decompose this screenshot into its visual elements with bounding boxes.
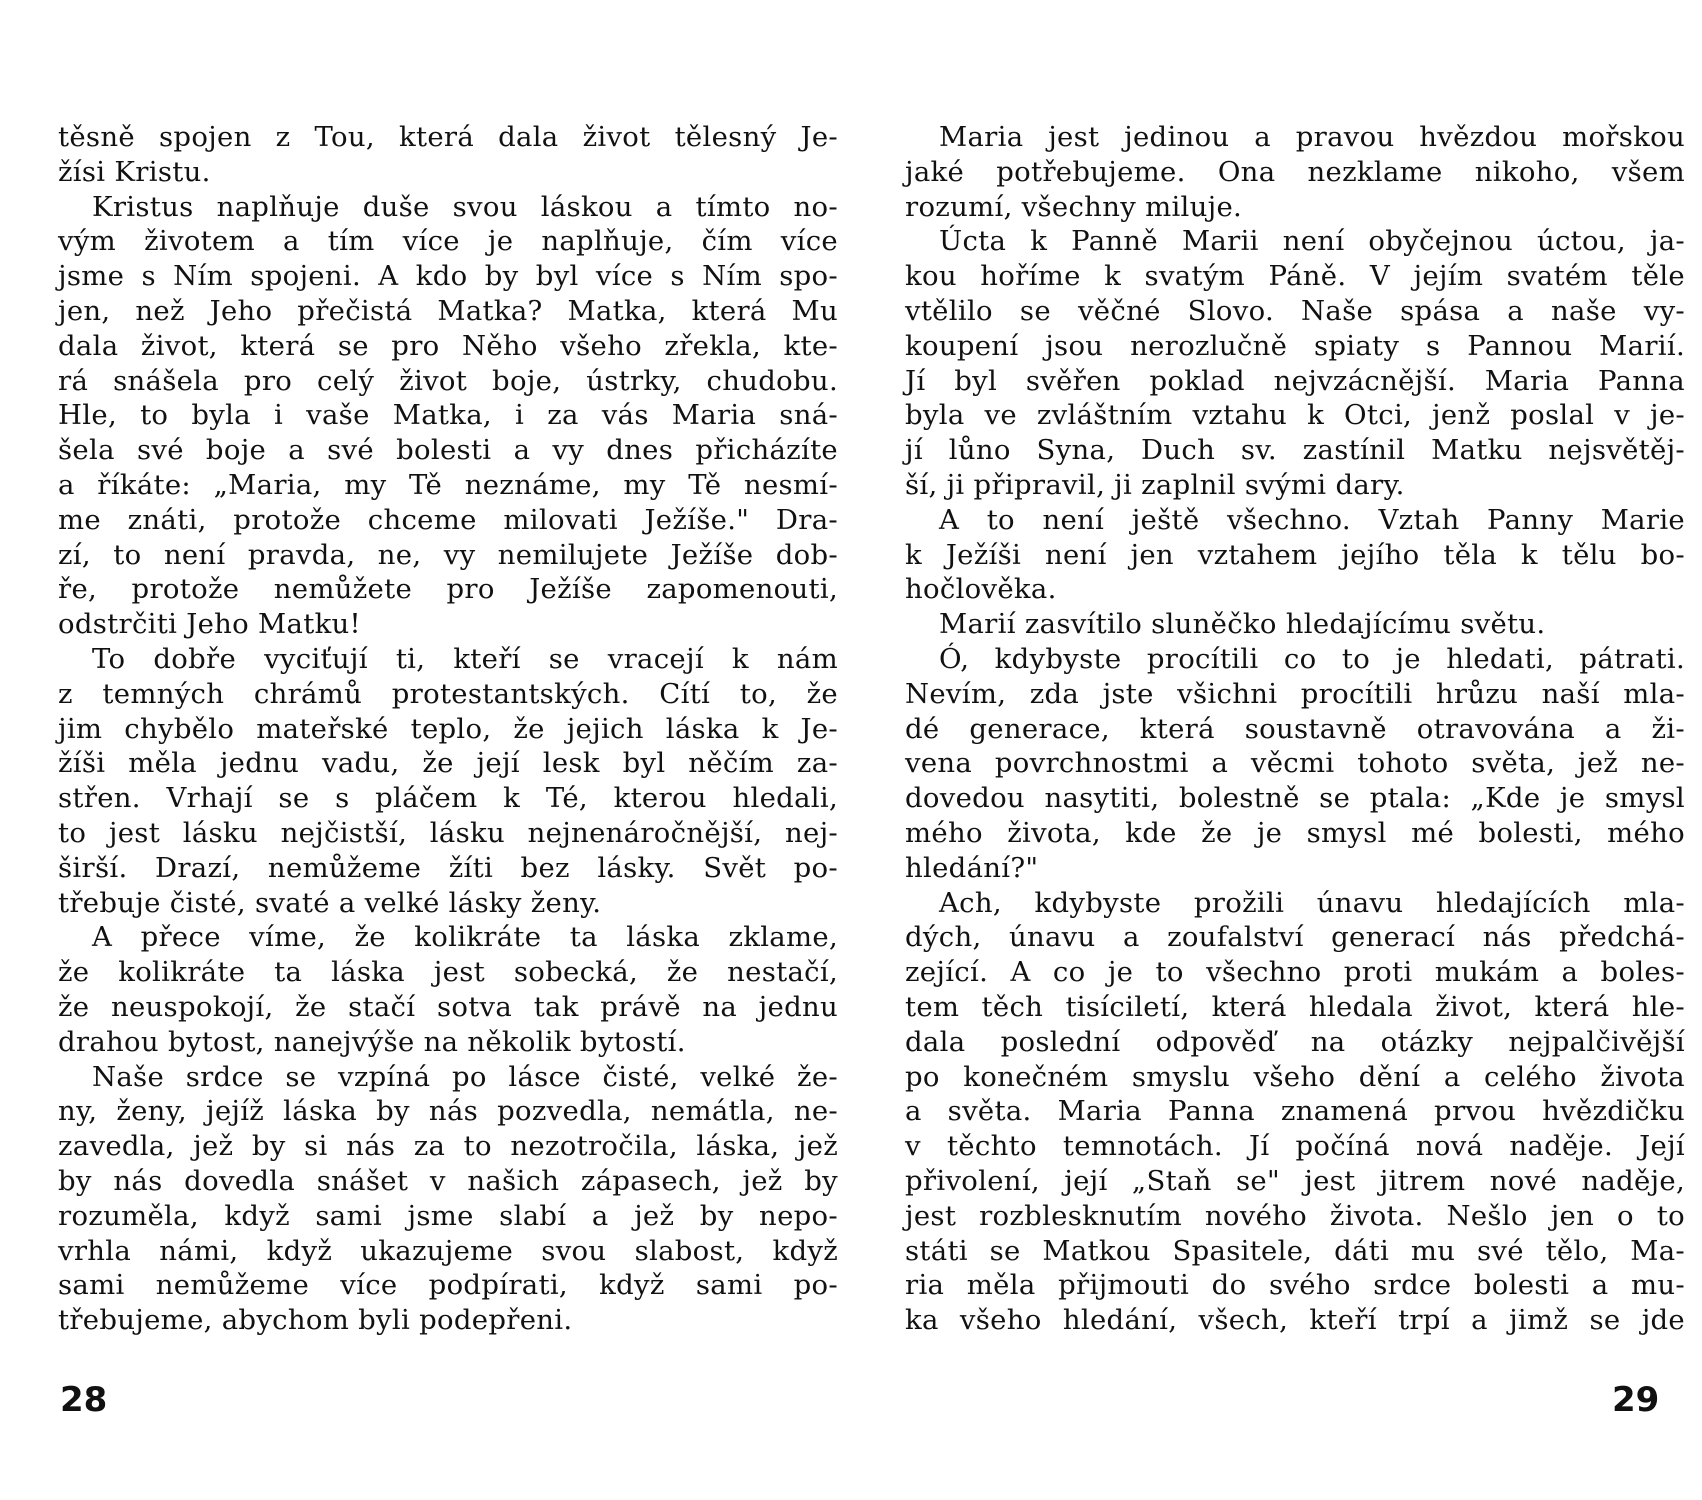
text-line: rá snášela pro celý život boje, ústrky, chudobu. (58, 364, 838, 397)
right-page-text (905, 120, 1685, 1338)
text-line: kou hoříme k svatým Páně. V jejím svatém těle (905, 260, 1685, 293)
text-line: zející. A co je to všechno proti mukám a boles- (905, 956, 1685, 989)
text-line: To dobře vyciťují ti, kteří se vracejí k nám (92, 642, 838, 675)
text-line: z temných chrámů protestantských. Cítí to, že (58, 677, 838, 710)
text-line: dala život, která se pro Něho všeho zřekla, kte- (58, 329, 838, 362)
right-page-number: 29 (1612, 1380, 1660, 1420)
text-line: ka všeho hledání, všech, kteří trpí a jimž se jde (905, 1304, 1685, 1337)
text-line: že kolikráte ta láska jest sobecká, že nestačí, (58, 956, 838, 989)
text-line: širší. Drazí, nemůžeme žíti bez lásky. Svět po- (58, 851, 838, 884)
text-line: vena povrchnostmi a věcmi tohoto světa, jež ne- (905, 747, 1685, 780)
text-line: rozumí, všechny miluje. (905, 190, 1243, 223)
text-line: Naše srdce se vzpíná po lásce čisté, velké že- (92, 1060, 838, 1093)
text-line: zavedla, jež by si nás za to nezotročila, láska, jež (58, 1130, 838, 1163)
text-line: třebujeme, abychom byli podepřeni. (58, 1304, 573, 1337)
text-line: jen, než Jeho přečistá Matka? Matka, která Mu (58, 294, 838, 327)
text-line: jsme s Ním spojeni. A kdo by byl více s Ním spo- (58, 260, 838, 293)
text-line: Marií zasvítilo sluněčko hledajícímu světu. (939, 608, 1546, 641)
text-line: mého života, kde že je smysl mé bolesti, mého (905, 816, 1685, 849)
text-line: a říkáte: „Maria, my Tě neznáme, my Tě nesmí- (58, 468, 838, 501)
text-line: jí lůno Syna, Duch sv. zastínil Matku nejsvětěj- (905, 434, 1685, 467)
text-line: dovedou nasytiti, bolestně se ptala: „Kde je smysl (905, 782, 1685, 815)
text-line: Nevím, zda jste všichni procítili hrůzu naší mla- (905, 677, 1685, 710)
text-line: me znáti, protože chceme milovati Ježíše." Dra- (58, 503, 838, 536)
text-line: ře, protože nemůžete pro Ježíše zapomenouti, (58, 573, 838, 606)
text-line: zí, to není pravda, ne, vy nemilujete Ježíše dob- (58, 538, 838, 571)
text-line: rozuměla, když sami jsme slabí a jež by nepo- (58, 1199, 838, 1232)
text-line: byla ve zvláštním vztahu k Otci, jenž poslal v je- (905, 399, 1685, 432)
text-line: státi se Matkou Spasitele, dáti mu své tělo, Ma- (905, 1234, 1685, 1267)
text-line: v těchto temnotách. Jí počíná nová naděje. Její (905, 1130, 1685, 1163)
text-line: žísi Kristu. (58, 155, 211, 188)
text-line: hočlověka. (905, 573, 1057, 606)
text-line: by nás dovedla snášet v našich zápasech, jež by (58, 1164, 838, 1197)
left-page-text (58, 120, 838, 1338)
text-line: střen. Vrhají se s pláčem k Té, kterou hledali, (58, 782, 838, 815)
text-line: A přece víme, že kolikráte ta láska zklame, (92, 921, 838, 954)
text-line: přivolení, její „Staň se" jest jitrem nové naděje, (905, 1164, 1685, 1197)
text-line: vým životem a tím více je naplňuje, čím více (58, 225, 838, 258)
text-line: Úcta k Panně Marii není obyčejnou úctou, ja- (939, 225, 1685, 258)
text-line: jim chybělo mateřské teplo, že jejich láska k Je- (58, 712, 838, 745)
text-line: Kristus naplňuje duše svou láskou a tímto no- (92, 190, 838, 223)
text-line: vtělilo se věčné Slovo. Naše spása a naše vy- (905, 294, 1685, 327)
text-line: koupení jsou nerozlučně spiaty s Pannou Marií. (905, 329, 1685, 362)
text-line: šela své boje a své bolesti a vy dnes přicházíte (58, 434, 838, 467)
text-line: ny, ženy, jejíž láska by nás pozvedla, nemátla, ne- (58, 1095, 838, 1128)
text-line: Ó, kdybyste procítili co to je hledati, pátrati. (939, 642, 1685, 675)
text-line: Ach, kdybyste prožili únavu hledajících mla- (939, 886, 1685, 919)
text-line: žíši měla jednu vadu, že její lesk byl něčím za- (58, 747, 838, 780)
text-line: Maria jest jedinou a pravou hvězdou mořskou (939, 121, 1685, 153)
text-line: k Ježíši není jen vztahem jejího těla k tělu bo- (905, 538, 1685, 571)
text-line: hledání?" (905, 851, 1039, 884)
text-line: těsně spojen z Tou, která dala život tělesný Je- (58, 121, 838, 153)
text-line: dé generace, která soustavně otravována a ži- (905, 712, 1685, 745)
text-line: po konečném smyslu všeho dění a celého života (905, 1060, 1685, 1093)
text-line: dých, únavu a zoufalství generací nás předchá- (905, 921, 1685, 954)
text-line: že neuspokojí, že stačí sotva tak právě na jednu (58, 990, 838, 1023)
text-line: třebuje čisté, svaté a velké lásky ženy. (58, 886, 602, 919)
text-line: jaké potřebujeme. Ona nezklame nikoho, všem (905, 155, 1685, 188)
text-line: drahou bytost, nanejvýše na několik bytostí. (58, 1025, 686, 1058)
left-page-number: 28 (60, 1380, 108, 1420)
text-line: ší, ji připravil, ji zaplnil svými dary. (905, 468, 1405, 501)
text-line: jest rozblesknutím nového života. Nešlo jen o to (905, 1199, 1685, 1232)
text-line: sami nemůžeme více podpírati, když sami po- (58, 1269, 838, 1302)
text-line: odstrčiti Jeho Matku! (58, 608, 361, 641)
text-line: dala poslední odpověď na otázky nejpalčivější (905, 1025, 1685, 1058)
text-line: Jí byl svěřen poklad nejvzácnější. Maria Panna (905, 364, 1685, 397)
text-line: A to není ještě všechno. Vztah Panny Marie (939, 503, 1685, 536)
text-line: a světa. Maria Panna znamená prvou hvězdičku (905, 1095, 1685, 1128)
text-line: ria měla přijmouti do svého srdce bolesti a mu- (905, 1269, 1685, 1302)
text-line: to jest lásku nejčistší, lásku nejnenáročnější, nej- (58, 816, 838, 849)
text-line: Hle, to byla i vaše Matka, i za vás Maria sná- (58, 399, 838, 432)
text-line: vrhla námi, když ukazujeme svou slabost, když (58, 1234, 838, 1267)
text-line: tem těch tisíciletí, která hledala život, která hle- (905, 990, 1685, 1023)
